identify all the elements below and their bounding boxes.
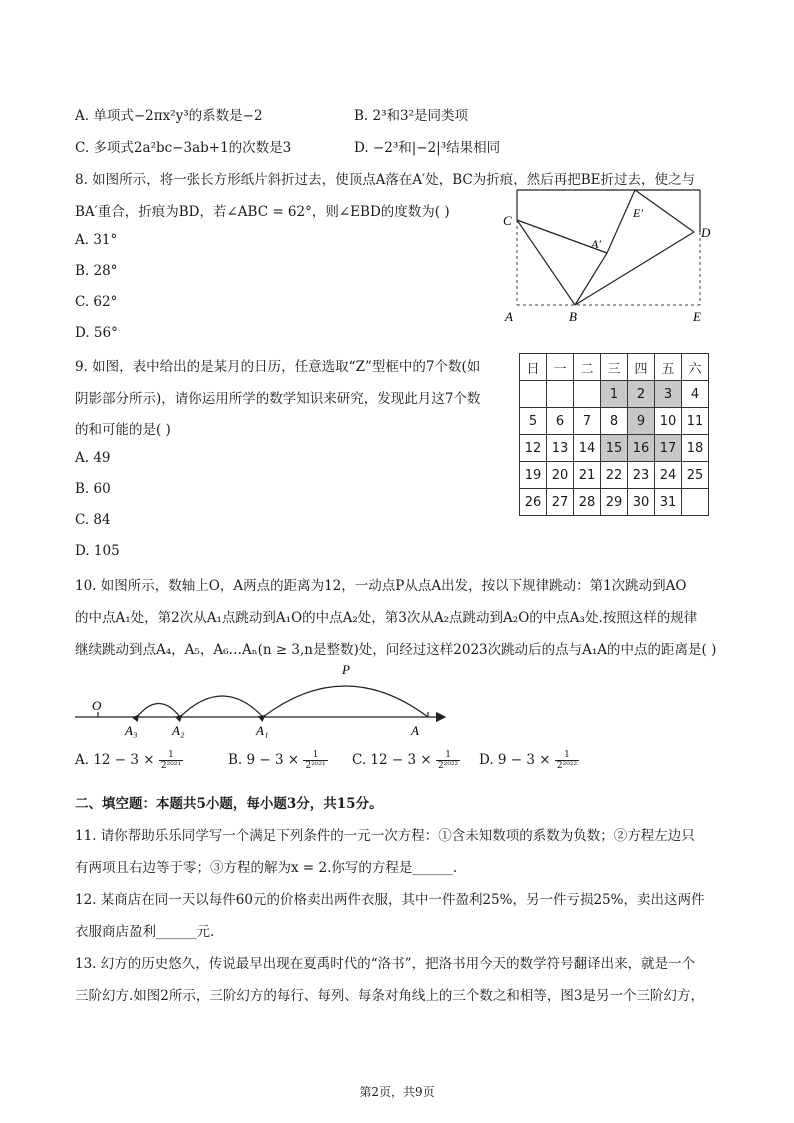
q13-stem-line1: 13. 幻方的历史悠久，传说最早出现在夏禹时代的“洛书”，把洛书用今天的数学符号翻译出来，就是一个 [75,956,696,972]
q10-option-b-fraction [303,750,327,771]
q12-stem-line1: 12. 某商店在同一天以每件60元的价格卖出两件衣服，其中一件盈利25%，另一件亏损25%，卖出这两件 [75,892,705,908]
calendar-cell: 28 [574,489,601,516]
calendar-cell: 7 [574,408,601,435]
q10-option-b-prefix: B. 9 − 3 × [228,752,300,768]
label-a2: A₂ [172,723,185,738]
q8-option-c: C. 62° [75,294,118,310]
q9-stem-line3: 的和可能的是( ) [75,422,171,438]
calendar-cell: 21 [574,462,601,489]
calendar-cell-shaded: 9 [628,408,655,435]
calendar-cell-shaded: 15 [601,435,628,462]
q10-option-d-fraction [555,750,579,771]
q10-number-line-figure [70,660,455,740]
fraction-numerator: 1 [436,750,460,761]
section-2-title: 二、填空题：本题共5小题，每小题3分，共15分。 [75,796,383,812]
label-a: A [505,309,513,324]
calendar-header-cell: 一 [547,354,574,381]
q9-stem-line2: 阴影部分所示)，请你运用所学的数学知识来研究，发现此月这7个数 [75,391,481,407]
label-p: P [342,662,350,677]
calendar-cell [682,489,709,516]
q9-stem-line1: 9. 如图，表中给出的是某月的日历，任意选取“Z”型框中的7个数(如 [75,359,481,375]
q8-option-d: D. 56° [75,325,118,341]
calendar-cell-shaded: 2 [628,381,655,408]
label-a3: A₃ [125,723,138,738]
q7-option-d: D. −2³和|−2|³结果相同 [354,140,501,156]
calendar-cell [547,381,574,408]
label-c: C [503,213,512,228]
q12-stem-line2: 衣服商店盈利______元. [75,924,215,940]
label-d: D [701,225,711,240]
q10-option-c [352,750,460,771]
q9-option-a: A. 49 [75,450,111,466]
q8-fold-figure [495,185,725,330]
calendar-cell: 5 [520,408,547,435]
calendar-cell: 22 [601,462,628,489]
q7-option-c: C. 多项式2a²bc−3ab+1的次数是3 [75,140,292,156]
fraction-numerator: 1 [555,750,579,761]
calendar-cell: 29 [601,489,628,516]
q8-option-a: A. 31° [75,232,118,248]
calendar-cell: 27 [547,489,574,516]
q13-stem-line2: 三阶幻方.如图2所示，三阶幻方的每行、每列、每条对角线上的三个数之和相等，图3是另一个三阶幻方， [75,988,704,1004]
calendar-table [519,353,709,516]
calendar-cell: 30 [628,489,655,516]
calendar-cell: 24 [655,462,682,489]
calendar-cell: 4 [682,381,709,408]
q10-option-a-fraction [159,750,183,771]
calendar-cell: 8 [601,408,628,435]
calendar-cell: 6 [547,408,574,435]
calendar-cell: 12 [520,435,547,462]
calendar-cell-shaded: 1 [601,381,628,408]
q8-stem-line1: 8. 如图所示，将一张长方形纸片斜折过去，使顶点A落在A′处，BC为折痕，然后再把BE折过去，使之与 [75,172,696,188]
q11-stem-line1: 11. 请你帮助乐乐同学写一个满足下列条件的一元一次方程：①含未知数项的系数为负数；②方程左边只 [75,828,695,844]
fraction-numerator: 1 [303,750,327,761]
calendar-cell [520,381,547,408]
calendar-row [520,435,709,462]
q11-stem-line2: 有两项且右边等于零；③方程的解为x = 2.你写的方程是______. [75,860,458,876]
calendar-header-cell: 日 [520,354,547,381]
q7-option-a: A. 单项式−2πx²y³的系数是−2 [75,108,263,124]
calendar-cell: 26 [520,489,547,516]
calendar-header-row [520,354,709,381]
q10-stem-line1: 10. 如图所示，数轴上O，A两点的距离为12，一动点P从点A出发，按以下规律跳动：第1次跳动到AO [75,578,687,594]
calendar-cell: 23 [628,462,655,489]
label-a: A [411,723,419,738]
q10-option-a-prefix: A. 12 − 3 × [75,752,155,768]
label-o: O [92,698,102,713]
calendar-cell-shaded: 3 [655,381,682,408]
fraction-denominator: 2²⁰²² [556,761,578,771]
q10-option-d [479,750,579,771]
label-a-prime: A′ [591,237,601,251]
calendar-header-cell: 三 [601,354,628,381]
calendar-header-cell: 四 [628,354,655,381]
calendar-cell: 19 [520,462,547,489]
fraction-denominator: 2²⁰²¹ [305,761,326,771]
calendar-cell: 13 [547,435,574,462]
label-e-prime: E′ [633,206,643,220]
q8-option-b: B. 28° [75,263,118,279]
calendar-cell: 10 [655,408,682,435]
q9-option-d: D. 105 [75,543,120,559]
calendar-cell [574,381,601,408]
q10-option-c-fraction [436,750,460,771]
calendar-cell: 31 [655,489,682,516]
calendar-row [520,381,709,408]
calendar-cell-shaded: 17 [655,435,682,462]
calendar-cell: 20 [547,462,574,489]
q8-stem-line2: BA′重合，折痕为BD，若∠ABC = 62°，则∠EBD的度数为( ) [75,204,450,220]
q9-option-b: B. 60 [75,481,111,497]
q7-option-b: B. 2³和3²是同类项 [354,108,469,124]
fraction-denominator: 2²⁰²¹ [160,761,182,771]
calendar-cell-shaded: 16 [628,435,655,462]
q10-option-d-prefix: D. 9 − 3 × [479,752,551,768]
calendar-cell: 25 [682,462,709,489]
q10-option-b [228,750,328,771]
calendar-cell: 14 [574,435,601,462]
label-a1: A₁ [256,723,269,738]
label-e: E [693,309,701,324]
calendar-header-cell: 五 [655,354,682,381]
calendar-row [520,462,709,489]
q10-option-a [75,750,183,771]
q10-option-c-prefix: C. 12 − 3 × [352,752,432,768]
fraction-numerator: 1 [159,750,183,761]
label-b: B [569,309,577,324]
calendar-header-cell: 二 [574,354,601,381]
calendar-cell: 18 [682,435,709,462]
page-footer: 第2页，共9页 [359,1085,435,1099]
calendar-header-cell: 六 [682,354,709,381]
fraction-denominator: 2²⁰²² [438,761,459,771]
calendar-row [520,489,709,516]
calendar-cell: 11 [682,408,709,435]
q10-stem-line3: 继续跳动到点A₄，A₅，A₆…Aₙ(n ≥ 3,n是整数)处，问经过这样2023次跳动后的点与A₁A的中点的距离是( ) [75,642,717,658]
q9-option-c: C. 84 [75,512,111,528]
calendar-row [520,408,709,435]
q10-stem-line2: 的中点A₁处，第2次从A₁点跳动到A₁O的中点A₂处，第3次从A₂点跳动到A₂O的中点A₃处.按照这样的规律 [75,610,698,626]
